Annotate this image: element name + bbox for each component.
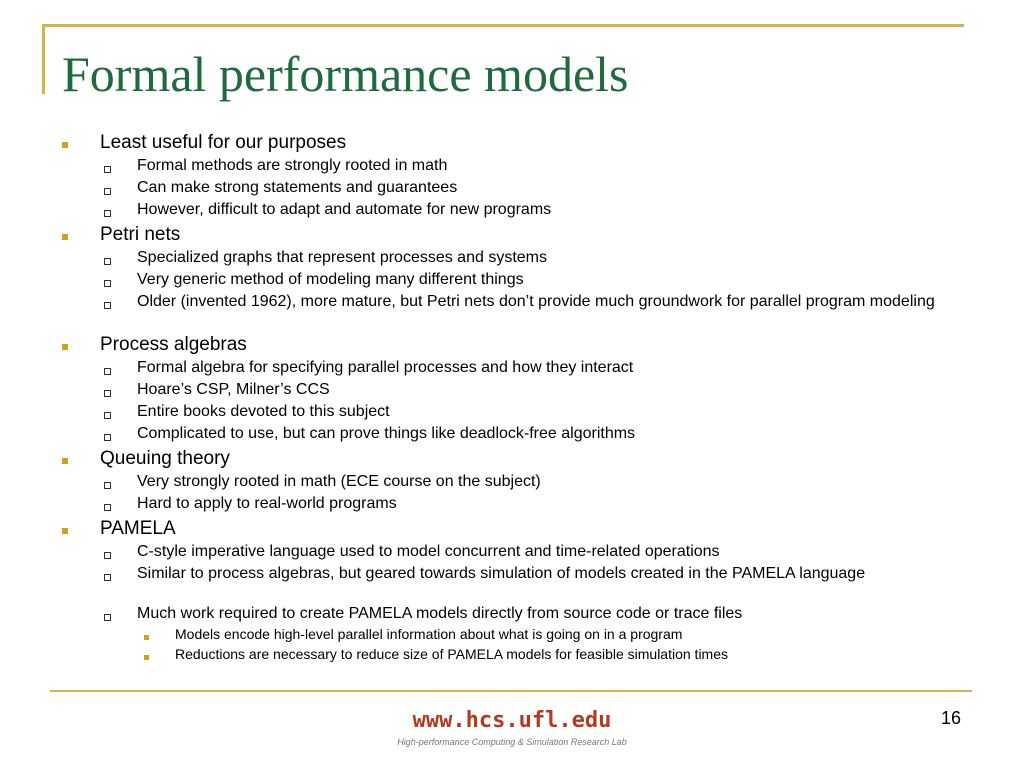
bullet-text: Process algebras (100, 334, 247, 355)
bullet-text: C-style imperative language used to model concurrent and time-related operations (137, 543, 720, 560)
bullet-text: Petri nets (100, 224, 181, 245)
hollow-square-bullet-icon (104, 258, 111, 265)
hollow-square-bullet-icon (104, 412, 111, 419)
hollow-square-bullet-icon (104, 302, 111, 309)
bullet-text: Older (invented 1962), more mature, but Petri nets don’t provide much groundwork for parallel program modeling (137, 293, 935, 310)
hollow-square-bullet-icon (104, 368, 111, 375)
square-bullet-icon (62, 528, 68, 534)
bullet-text: Entire books devoted to this subject (137, 403, 390, 420)
hollow-square-bullet-icon (104, 504, 111, 511)
square-bullet-icon (144, 655, 149, 660)
hollow-square-bullet-icon (104, 482, 111, 489)
hollow-square-bullet-icon (104, 166, 111, 173)
square-bullet-icon (62, 344, 68, 350)
hollow-square-bullet-icon (104, 552, 111, 559)
footer-url: www.hcs.ufl.edu (412, 708, 612, 733)
hollow-square-bullet-icon (104, 574, 111, 581)
bullet-text: Queuing theory (100, 448, 230, 469)
square-bullet-icon (144, 635, 149, 640)
bullet-text: Hard to apply to real-world programs (137, 495, 397, 512)
bullet-text: Specialized graphs that represent processes and systems (137, 249, 547, 266)
hollow-square-bullet-icon (104, 434, 111, 441)
bullet-text: PAMELA (100, 518, 176, 539)
page-number: 16 (941, 708, 962, 728)
bullet-text: Least useful for our purposes (100, 132, 347, 153)
bullet-text: Complicated to use, but can prove things like deadlock-free algorithms (137, 425, 636, 442)
bullet-text: Very strongly rooted in math (ECE course on the subject) (137, 473, 541, 490)
footer-lab-name: High-performance Computing & Simulation Research Lab (397, 737, 627, 747)
accent-corner-horizontal (42, 24, 964, 27)
square-bullet-icon (62, 142, 68, 148)
bullet-text: Can make strong statements and guarantees (137, 179, 458, 196)
hollow-square-bullet-icon (104, 614, 111, 621)
bullet-text: Much work required to create PAMELA models directly from source code or trace files (137, 605, 743, 622)
square-bullet-icon (62, 458, 68, 464)
bullet-text: Models encode high-level parallel information about what is going on in a program (175, 626, 683, 642)
footer-divider (50, 690, 972, 692)
hollow-square-bullet-icon (104, 188, 111, 195)
bullet-text: Hoare’s CSP, Milner’s CCS (137, 381, 330, 398)
bullet-text: Reductions are necessary to reduce size of PAMELA models for feasible simulation times (175, 646, 728, 662)
bullet-text: Very generic method of modeling many different things (137, 271, 524, 288)
hollow-square-bullet-icon (104, 390, 111, 397)
hollow-square-bullet-icon (104, 210, 111, 217)
accent-corner-vertical (42, 24, 45, 94)
hollow-square-bullet-icon (104, 280, 111, 287)
square-bullet-icon (62, 234, 68, 240)
bullet-text: Formal methods are strongly rooted in math (137, 157, 448, 174)
bullet-text: However, difficult to adapt and automate for new programs (137, 201, 552, 218)
bullet-text: Similar to process algebras, but geared towards simulation of models created in the PAMELA language (137, 565, 866, 582)
slide-title: Formal performance models (62, 46, 629, 102)
bullet-text: Formal algebra for specifying parallel processes and how they interact (137, 359, 634, 376)
